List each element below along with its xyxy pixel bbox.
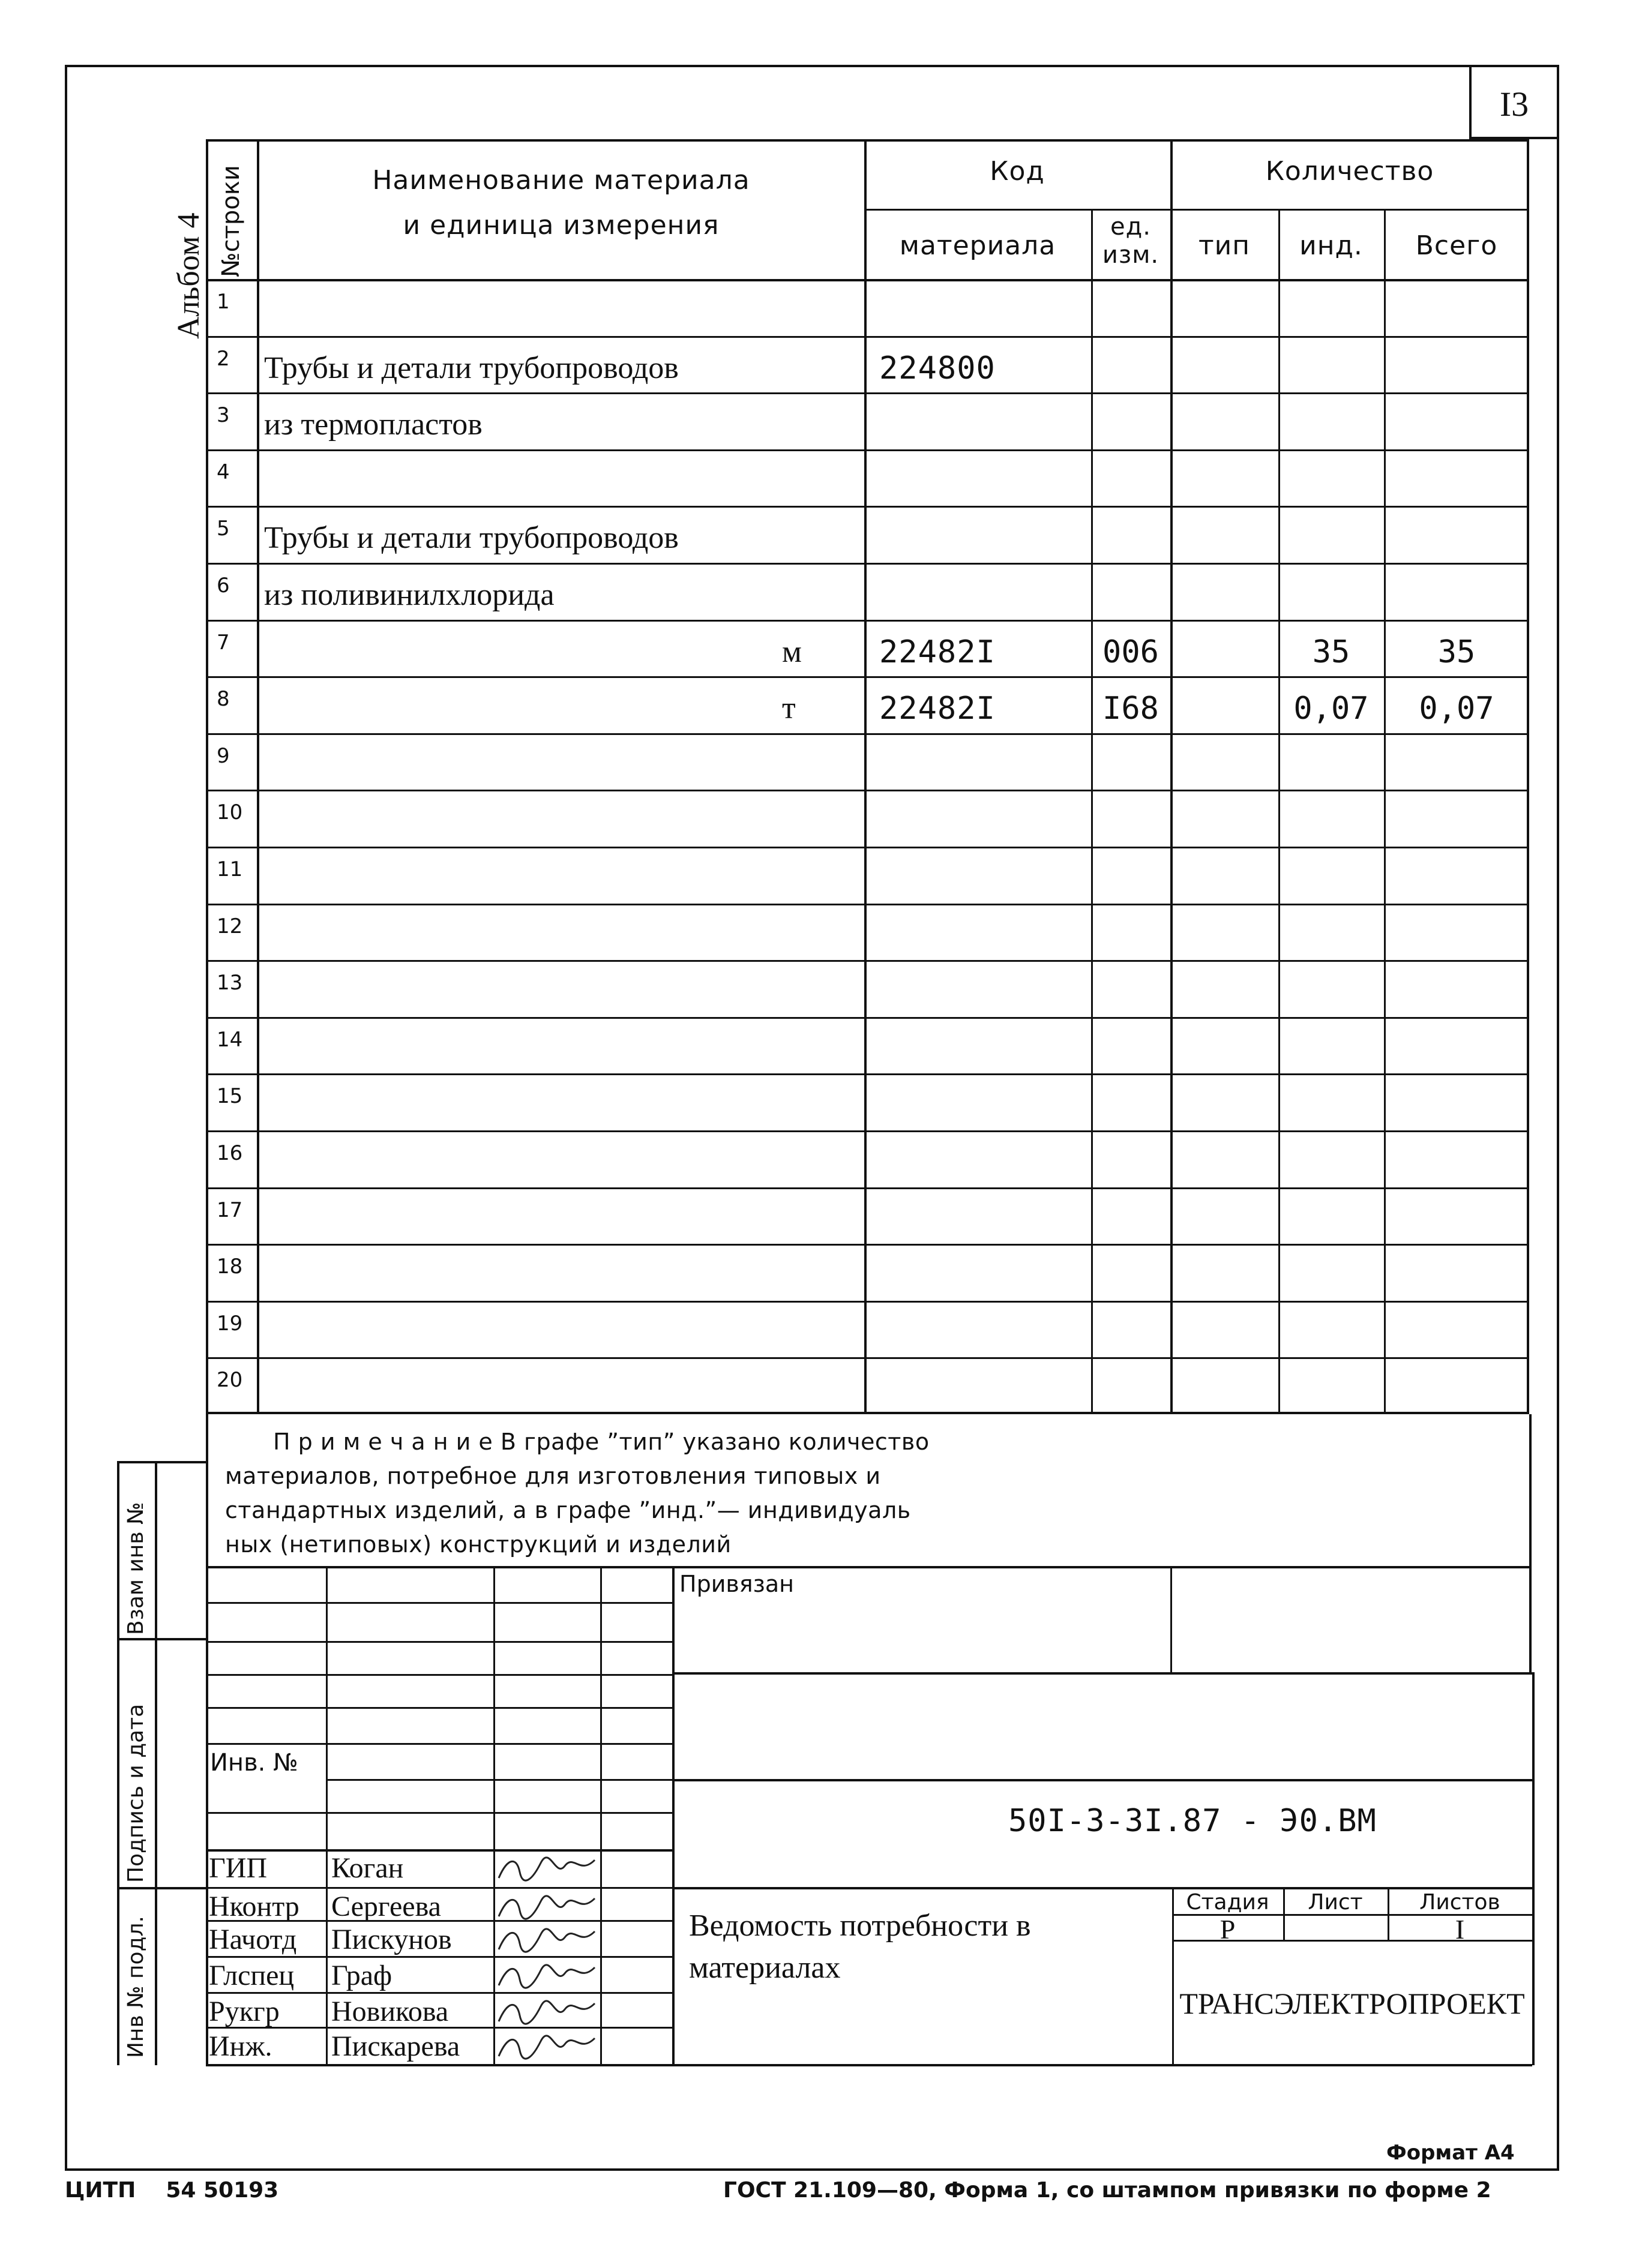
side-label-vzam: Взам инв № [124, 1502, 148, 1635]
sheets-value: I [1455, 1914, 1465, 1945]
table-row [206, 1130, 1529, 1187]
stage-label: Стадия [1186, 1890, 1269, 1915]
signature-name: Пискунов [331, 1924, 452, 1955]
table-row [206, 449, 1529, 506]
row-total: 0,07 [1419, 691, 1494, 727]
handwritten-signature [496, 1854, 598, 1885]
row-ind: 0,07 [1293, 691, 1369, 727]
header-qty-ind: инд. [1299, 230, 1363, 261]
note-line-4: ных (нетиповых) конструкций и изделий [225, 1531, 732, 1558]
inv-no-label: Инв. № [210, 1749, 298, 1777]
header-row-no: №строки [217, 165, 245, 277]
signature-role: Нконтр [209, 1891, 299, 1922]
table-row [206, 1244, 1529, 1301]
signature-name: Пискарева [331, 2030, 460, 2062]
note-line-2: материалов, потребное для изготовления типовых и [225, 1463, 881, 1489]
signature-role: Глспец [209, 1960, 295, 1991]
signature-name: Сергеева [331, 1891, 441, 1922]
table-row [206, 620, 1529, 677]
footer-left: ЦИТП 54 50193 [65, 2178, 279, 2203]
note-line-1: П р и м е ч а н и е В графе ”тип” указано количество [273, 1429, 930, 1455]
row-number: 11 [217, 857, 243, 881]
table-row [206, 960, 1529, 1017]
note-line-3: стандартных изделий, а в графе ”инд.”— индивидуаль [225, 1497, 911, 1523]
row-number: 10 [217, 800, 243, 825]
row-code: 22482I [879, 691, 996, 727]
handwritten-signature [496, 1925, 598, 1957]
handwritten-signature [496, 1961, 598, 1993]
signature-role: Инж. [209, 2030, 272, 2062]
table-row [206, 1073, 1529, 1130]
table-row [206, 847, 1529, 904]
row-number: 16 [217, 1141, 243, 1165]
header-name-line1: Наименование материала [372, 165, 750, 196]
signature-name: Граф [331, 1960, 392, 1991]
row-ind: 35 [1312, 634, 1350, 670]
row-number: 4 [217, 460, 230, 484]
row-number: 5 [217, 517, 230, 541]
attached-label: Привязан [679, 1571, 794, 1597]
document-title-line1: Ведомость потребности в [689, 1909, 1031, 1943]
row-name: из термопластов [264, 407, 483, 442]
footer-right: ГОСТ 21.109—80, Форма 1, со штампом привязки по форме 2 [723, 2178, 1491, 2203]
table-row [206, 336, 1529, 393]
header-qty-total: Всего [1415, 230, 1498, 261]
note [225, 1425, 930, 1562]
header-code: Код [990, 156, 1045, 187]
row-number: 19 [217, 1311, 243, 1336]
signature-role: Рукгр [209, 1996, 280, 2027]
table-row [206, 279, 1529, 336]
organization-name: ТРАНСЭЛЕКТРОПРОЕКТ [1179, 1987, 1525, 2020]
stage-value: Р [1219, 1914, 1236, 1945]
row-code: 22482I [879, 634, 996, 670]
signature-name: Коган [331, 1852, 404, 1884]
row-number: 7 [217, 630, 230, 655]
row-total: 35 [1437, 634, 1476, 670]
signature-name: Новикова [331, 1996, 449, 2027]
table-row [206, 1357, 1529, 1414]
row-name: из поливинилхлорида [264, 578, 555, 612]
handwritten-signature [496, 1997, 598, 2029]
table-row [206, 1301, 1529, 1358]
table-row [206, 1017, 1529, 1074]
document-code: 50I-3-3I.87 - Э0.ВМ [1008, 1803, 1377, 1839]
row-name: Трубы и детали трубопроводов [264, 350, 679, 385]
row-number: 6 [217, 574, 230, 598]
sheet-label: Лист [1308, 1890, 1363, 1915]
row-unit-code: 006 [1102, 634, 1159, 670]
row-unit: м [782, 634, 802, 669]
signature-role: Начотд [209, 1924, 297, 1955]
table-row [206, 1187, 1529, 1244]
table-row [206, 790, 1529, 847]
table-row [206, 392, 1529, 449]
row-name: Трубы и детали трубопроводов [264, 521, 679, 556]
row-unit: т [782, 691, 796, 726]
header-unit-line1: ед. [1110, 213, 1151, 241]
sheet-number: I3 [1499, 85, 1529, 124]
row-number: 3 [217, 403, 230, 428]
header-quantity: Количество [1265, 156, 1434, 187]
sheets-label: Листов [1419, 1890, 1500, 1915]
header-qty-type: тип [1198, 230, 1250, 261]
row-number: 13 [217, 971, 243, 995]
table-row [206, 563, 1529, 620]
row-number: 2 [217, 346, 230, 371]
handwritten-signature [496, 2032, 598, 2063]
side-label-inv-podl: Инв № подл. [124, 1916, 148, 2058]
document-title-line2: материалах [689, 1951, 841, 1985]
header-unit-line2: изм. [1102, 241, 1159, 269]
table-row [206, 676, 1529, 733]
table-row [206, 506, 1529, 563]
row-number: 17 [217, 1198, 243, 1222]
handwritten-signature [496, 1892, 598, 1924]
row-code: 224800 [879, 350, 996, 386]
signature-role: ГИП [209, 1852, 268, 1884]
row-number: 8 [217, 687, 230, 712]
row-number: 12 [217, 914, 243, 938]
row-number: 1 [217, 290, 230, 314]
row-number: 20 [217, 1368, 243, 1393]
album-label: Альбом 4 [172, 212, 206, 339]
row-number: 9 [217, 743, 230, 768]
row-number: 14 [217, 1027, 243, 1052]
row-number: 15 [217, 1084, 243, 1109]
header-code-material: материала [899, 230, 1056, 261]
header-name-line2: и единица измерения [403, 210, 720, 241]
row-unit-code: I68 [1102, 691, 1159, 727]
format-label: Формат А4 [1386, 2141, 1515, 2165]
row-number: 18 [217, 1255, 243, 1279]
side-label-sign-date: Подпись и дата [124, 1703, 148, 1883]
table-row [206, 904, 1529, 961]
table-row [206, 733, 1529, 790]
